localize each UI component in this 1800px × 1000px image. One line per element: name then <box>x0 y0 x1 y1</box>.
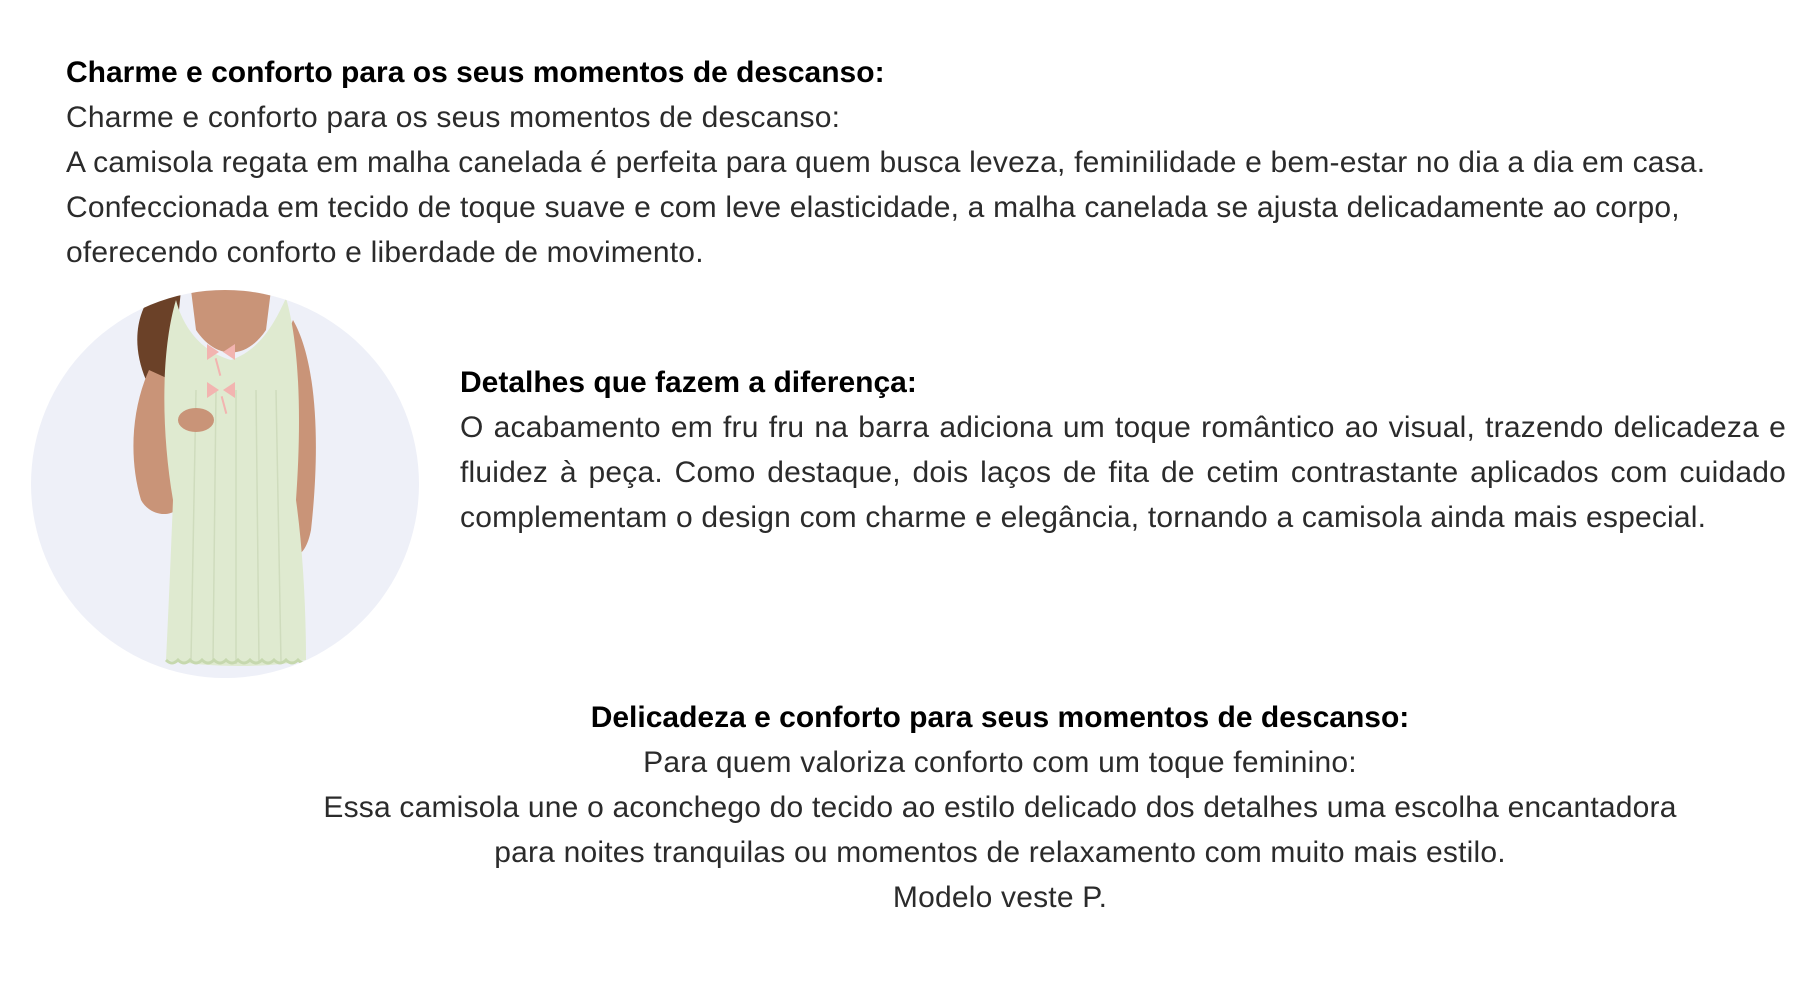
details-section <box>460 360 1786 540</box>
closing-line-3: para noites tranquilas ou momentos de relaxamento com muito mais estilo. <box>494 836 1506 869</box>
product-photo <box>31 290 419 678</box>
intro-section <box>66 50 1796 275</box>
closing-line-4: Modelo veste P. <box>892 881 1108 914</box>
intro-body: A camisola regata em malha canelada é perfeita para quem busca leveza, feminilidade e bem-estar no dia a dia em casa. Confeccionada em tecido de toque suave e com leve elasticidade, a malha canelada se ajusta delicadamente ao corpo, oferecendo conforto e liberdade de movimento. <box>66 146 1706 269</box>
closing-section <box>230 695 1770 920</box>
intro-subtitle: Charme e conforto para os seus momentos de descanso: <box>66 101 841 134</box>
details-heading: Detalhes que fazem a diferença: <box>460 366 917 399</box>
model-nightgown-illustration <box>31 290 419 678</box>
gown-body <box>164 298 306 666</box>
closing-heading: Delicadeza e conforto para seus momentos de descanso: <box>590 701 1410 734</box>
closing-line-1: Para quem valoriza conforto com um toque feminino: <box>643 746 1357 779</box>
details-body: O acabamento em fru fru na barra adiciona um toque romântico ao visual, trazendo delicadeza e fluidez à peça. Como destaque, dois laços de fita de cetim contrastante aplicados com cuidado complementam o design com charme e elegância, tornando a camisola ainda mais especial. <box>460 411 1786 534</box>
closing-line-2: Essa camisola une o aconchego do tecido ao estilo delicado dos detalhes uma escolha encantadora <box>323 791 1677 824</box>
model-hand <box>178 408 214 432</box>
intro-heading: Charme e conforto para os seus momentos de descanso: <box>66 56 885 89</box>
